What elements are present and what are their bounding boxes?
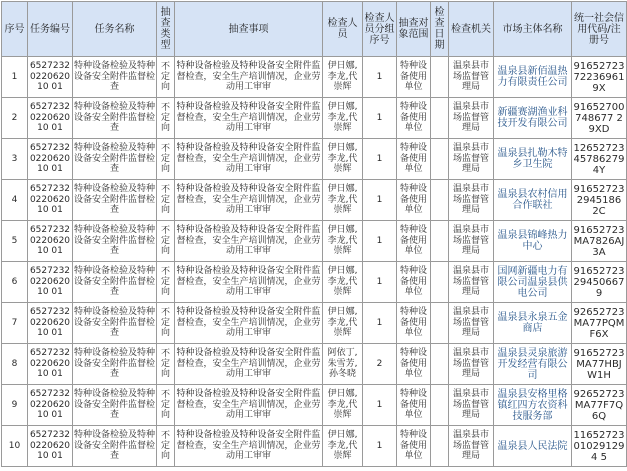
check-date-cell (431, 385, 449, 426)
header-row (2, 2, 627, 57)
inspectors-cell: 伊日娜,李龙,代崇辉 (323, 385, 363, 426)
task-name-cell: 特种设备检验及特种设备安全附件监督检查 (73, 262, 157, 303)
object-scope-cell: 特种设备使用单位 (397, 139, 431, 180)
task-number-cell: 6527232022062010 01 (28, 344, 73, 385)
market-entity-cell: 新疆赛湖渔业科技开发有限公司 (494, 98, 572, 139)
check-type-cell: 不定向 (157, 426, 175, 467)
task-name-cell: 特种设备检验及特种设备安全附件监督检查 (73, 221, 157, 262)
table-row (2, 57, 627, 98)
market-entity-cell: 温泉县农村信用合作联社 (494, 180, 572, 221)
check-item-cell: 特种设备检验及特种设备安全附件监督检查，安全生产培训情况，企业劳动用工审审 (175, 344, 323, 385)
task-name-cell: 特种设备检验及特种设备安全附件监督检查 (73, 180, 157, 221)
header-cell: 统一社会信用代码/注册号 (572, 2, 627, 57)
agency-cell: 温泉县市场监督管理局 (449, 303, 494, 344)
credit-code-cell: 91652723MA7826AJ3A (572, 221, 627, 262)
group-number-cell: 1 (363, 221, 397, 262)
header-cell: 抽查事项 (175, 2, 323, 57)
table-row (2, 426, 627, 467)
object-scope-cell: 特种设备使用单位 (397, 385, 431, 426)
header-cell: 检查人员分组序号 (363, 2, 397, 57)
inspectors-cell: 伊日娜,李龙,代崇辉 (323, 221, 363, 262)
inspectors-cell: 阿依丁,朱雪芳,孙冬晓 (323, 344, 363, 385)
header-cell: 任务名称 (73, 2, 157, 57)
table-row (2, 221, 627, 262)
check-item-cell: 特种设备检验及特种设备安全附件监督检查，安全生产培训情况，企业劳动用工审审 (175, 180, 323, 221)
header-cell: 检查日期 (431, 2, 449, 57)
inspectors-cell: 伊日娜,李龙,代崇辉 (323, 180, 363, 221)
check-type-cell: 不定向 (157, 57, 175, 98)
table-row (2, 344, 627, 385)
check-type-cell: 不定向 (157, 98, 175, 139)
check-item-cell: 特种设备检验及特种设备安全附件监督检查，安全生产培训情况，企业劳动用工审审 (175, 98, 323, 139)
header-cell: 市场主体名称 (494, 2, 572, 57)
seq-cell: 8 (2, 344, 28, 385)
task-name-cell: 特种设备检验及特种设备安全附件监督检查 (73, 426, 157, 467)
agency-cell: 温泉县市场监督管理局 (449, 385, 494, 426)
check-date-cell (431, 57, 449, 98)
object-scope-cell: 特种设备使用单位 (397, 180, 431, 221)
table-row (2, 180, 627, 221)
seq-cell: 10 (2, 426, 28, 467)
inspectors-cell: 伊日娜,李龙,代崇辉 (323, 262, 363, 303)
credit-code-cell: 916527232945186 2C (572, 180, 627, 221)
check-item-cell: 特种设备检验及特种设备安全附件监督检查，安全生产培训情况，企业劳动用工审审 (175, 385, 323, 426)
group-number-cell: 1 (363, 57, 397, 98)
table-row (2, 139, 627, 180)
check-item-cell: 特种设备检验及特种设备安全附件监督检查，安全生产培训情况，企业劳动用工审审 (175, 221, 323, 262)
inspectors-cell: 伊日娜,李龙,代崇辉 (323, 139, 363, 180)
group-number-cell: 1 (363, 303, 397, 344)
object-scope-cell: 特种设备使用单位 (397, 426, 431, 467)
task-number-cell: 6527232022062010 01 (28, 57, 73, 98)
market-entity-cell: 温泉县新佰温热力有限责任公司 (494, 57, 572, 98)
task-number-cell: 6527232022062010 01 (28, 98, 73, 139)
seq-cell: 7 (2, 303, 28, 344)
credit-code-cell: 91652700748677 29XD (572, 98, 627, 139)
check-item-cell: 特种设备检验及特种设备安全附件监督检查，安全生产培训情况，企业劳动用工审审 (175, 262, 323, 303)
check-date-cell (431, 344, 449, 385)
task-name-cell: 特种设备检验及特种设备安全附件监督检查 (73, 139, 157, 180)
inspectors-cell: 伊日娜,李龙,代崇辉 (323, 303, 363, 344)
task-number-cell: 6527232022062010 01 (28, 221, 73, 262)
check-date-cell (431, 98, 449, 139)
check-date-cell (431, 303, 449, 344)
check-date-cell (431, 262, 449, 303)
table-header (2, 2, 627, 57)
object-scope-cell: 特种设备使用单位 (397, 57, 431, 98)
check-type-cell: 不定向 (157, 180, 175, 221)
seq-cell: 3 (2, 139, 28, 180)
table-row (2, 385, 627, 426)
credit-code-cell: 91652723294506679 (572, 262, 627, 303)
agency-cell: 温泉县市场监督管理局 (449, 57, 494, 98)
task-number-cell: 6527232022062010 01 (28, 426, 73, 467)
check-item-cell: 特种设备检验及特种设备安全附件监督检查，安全生产培训情况，企业劳动用工审审 (175, 426, 323, 467)
group-number-cell: 1 (363, 180, 397, 221)
header-cell: 检查机关 (449, 2, 494, 57)
task-name-cell: 特种设备检验及特种设备安全附件监督检查 (73, 344, 157, 385)
header-cell: 序号 (2, 2, 28, 57)
object-scope-cell: 特种设备使用单位 (397, 221, 431, 262)
agency-cell: 温泉县市场监督管理局 (449, 180, 494, 221)
market-entity-cell: 温泉县永泉五金商店 (494, 303, 572, 344)
group-number-cell: 1 (363, 262, 397, 303)
task-name-cell: 特种设备检验及特种设备安全附件监督检查 (73, 57, 157, 98)
market-entity-cell: 温泉县锦峰热力中心 (494, 221, 572, 262)
seq-cell: 1 (2, 57, 28, 98)
credit-code-cell: 92652723MA77PQM F6X (572, 303, 627, 344)
task-number-cell: 6527232022062010 01 (28, 180, 73, 221)
agency-cell: 温泉县市场监督管理局 (449, 98, 494, 139)
check-item-cell: 特种设备检验及特种设备安全附件监督检查，安全生产培训情况，企业劳动用工审审 (175, 139, 323, 180)
header-cell: 任务编号 (28, 2, 73, 57)
agency-cell: 温泉县市场监督管理局 (449, 139, 494, 180)
inspectors-cell: 伊日娜,李龙,代崇辉 (323, 98, 363, 139)
agency-cell: 温泉县市场监督管理局 (449, 262, 494, 303)
agency-cell: 温泉县市场监督管理局 (449, 221, 494, 262)
check-item-cell: 特种设备检验及特种设备安全附件监督检查，安全生产培训情况，企业劳动用工审审 (175, 303, 323, 344)
seq-cell: 2 (2, 98, 28, 139)
inspectors-cell: 伊日娜,李龙,代崇辉 (323, 57, 363, 98)
check-date-cell (431, 180, 449, 221)
check-type-cell: 不定向 (157, 385, 175, 426)
agency-cell: 温泉县市场监督管理局 (449, 426, 494, 467)
check-type-cell: 不定向 (157, 139, 175, 180)
market-entity-cell: 国网新疆电力有限公司温泉县供电公司 (494, 262, 572, 303)
check-date-cell (431, 221, 449, 262)
object-scope-cell: 特种设备使用单位 (397, 98, 431, 139)
group-number-cell: 1 (363, 426, 397, 467)
task-name-cell: 特种设备检验及特种设备安全附件监督检查 (73, 98, 157, 139)
check-date-cell (431, 139, 449, 180)
task-number-cell: 6527232022062010 01 (28, 385, 73, 426)
object-scope-cell: 特种设备使用单位 (397, 303, 431, 344)
inspectors-cell: 伊日娜,李龙,代崇辉 (323, 426, 363, 467)
task-number-cell: 6527232022062010 01 (28, 139, 73, 180)
market-entity-cell: 温泉县人民法院 (494, 426, 572, 467)
agency-cell: 温泉县市场监督管理局 (449, 344, 494, 385)
task-number-cell: 6527232022062010 01 (28, 303, 73, 344)
seq-cell: 5 (2, 221, 28, 262)
object-scope-cell: 特种设备使用单位 (397, 344, 431, 385)
market-entity-cell: 温泉县安格里格镇红四方农资科技服务部 (494, 385, 572, 426)
group-number-cell: 2 (363, 344, 397, 385)
check-item-cell: 特种设备检验及特种设备安全附件监督检查，安全生产培训情况，企业劳动用工审审 (175, 57, 323, 98)
credit-code-cell: 92652723MA77F7Q6Q (572, 385, 627, 426)
credit-code-cell: 12652723457862794Y (572, 139, 627, 180)
group-number-cell: 1 (363, 385, 397, 426)
object-scope-cell: 特种设备使用单位 (397, 262, 431, 303)
header-cell: 抽查对象范围 (397, 2, 431, 57)
task-name-cell: 特种设备检验及特种设备安全附件监督检查 (73, 385, 157, 426)
market-entity-cell: 温泉县灵泉旅游开发经营有限公司 (494, 344, 572, 385)
header-cell: 检查人员 (323, 2, 363, 57)
seq-cell: 6 (2, 262, 28, 303)
task-name-cell: 特种设备检验及特种设备安全附件监督检查 (73, 303, 157, 344)
task-number-cell: 6527232022062010 01 (28, 262, 73, 303)
credit-code-cell: 91652723MA77HBJ W1H (572, 344, 627, 385)
group-number-cell: 1 (363, 139, 397, 180)
market-entity-cell: 温泉县扎勒木特乡卫生院 (494, 139, 572, 180)
seq-cell: 9 (2, 385, 28, 426)
group-number-cell: 1 (363, 98, 397, 139)
table-body (2, 57, 627, 467)
credit-code-cell: 91652723722369619X (572, 57, 627, 98)
check-type-cell: 不定向 (157, 262, 175, 303)
seq-cell: 4 (2, 180, 28, 221)
header-cell: 抽查类型 (157, 2, 175, 57)
table-row (2, 98, 627, 139)
check-type-cell: 不定向 (157, 303, 175, 344)
table-row (2, 262, 627, 303)
check-date-cell (431, 426, 449, 467)
check-type-cell: 不定向 (157, 344, 175, 385)
credit-code-cell: 11652723010291294 5 (572, 426, 627, 467)
inspection-table (1, 1, 627, 467)
check-type-cell: 不定向 (157, 221, 175, 262)
table-row (2, 303, 627, 344)
